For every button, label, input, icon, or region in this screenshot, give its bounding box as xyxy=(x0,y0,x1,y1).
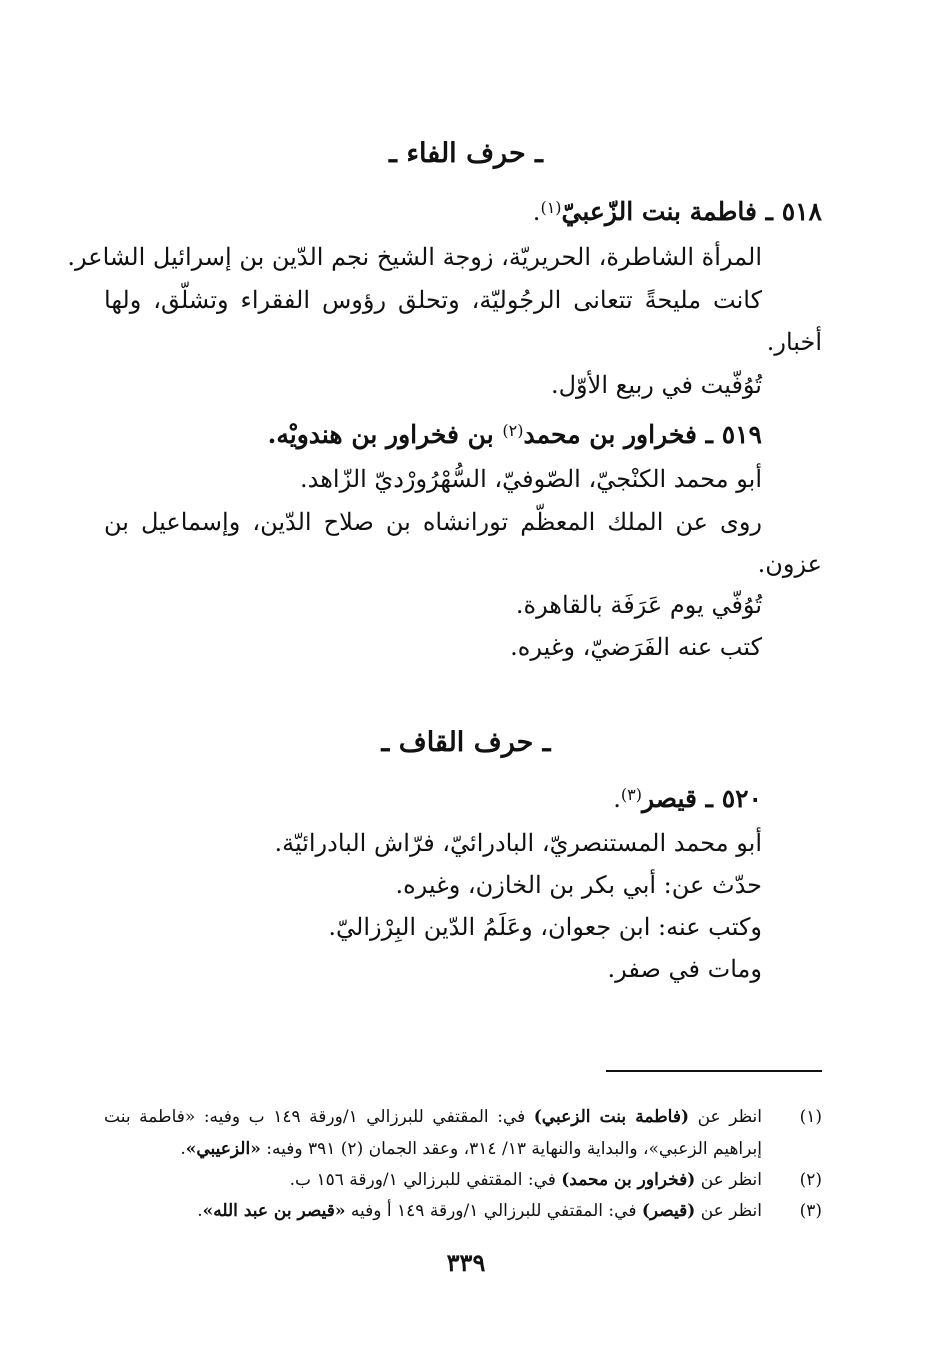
entry-519-line: أبو محمد الكنْجيّ، الصّوفيّ، السُّهْرُورْديّ الزّاهد. xyxy=(300,465,762,493)
footnote-3-number: (٣) xyxy=(799,1201,822,1221)
section-heading-qaf: ـ حرف القاف ـ xyxy=(381,727,551,758)
footnote-1-number: (١) xyxy=(799,1107,822,1127)
footnote-1 xyxy=(104,1104,762,1130)
entry-518-line: أخبار. xyxy=(766,328,822,356)
entry-520-end: . xyxy=(613,785,621,813)
section-heading-fa: ـ حرف الفاء ـ xyxy=(389,138,543,169)
entry-518-line: كانت مليحةً تتعانى الرجُوليّة، وتحلق رؤوس الفقراء وتشلّق، ولها xyxy=(104,286,762,314)
footnote-2 xyxy=(290,1167,762,1193)
entry-519-line: تُوُفّي يوم عَرَفَة بالقاهرة. xyxy=(515,591,762,619)
footnote-3 xyxy=(197,1198,762,1224)
entry-518-line: تُوُفّيت في ربيع الأوّل. xyxy=(550,371,762,399)
footnote-2-pre: انظر عن xyxy=(695,1170,762,1190)
footnote-2-number: (٢) xyxy=(799,1170,822,1190)
footnote-1-post: في: المقتفي للبرزالي ١/ورقة ١٤٩ ب وفيه: «فاطمة بنت xyxy=(104,1107,534,1127)
footnote-3-bold2: «قيصر بن عبد الله» xyxy=(202,1201,346,1221)
entry-519-title xyxy=(268,418,762,452)
footnote-1-bold: (فاطمة بنت الزعبي) xyxy=(533,1107,690,1127)
entry-519-name-rest: بن فخراور بن هندويْه. xyxy=(267,420,503,449)
footnote-ref-3[interactable]: (٣) xyxy=(620,785,642,804)
entry-519-name: ٥١٩ ـ فخراور بن محمد xyxy=(523,420,762,449)
footnote-ref-2[interactable]: (٢) xyxy=(502,421,524,440)
footnote-2-post: في: المقتفي للبرزالي ١/ورقة ١٥٦ ب. xyxy=(289,1170,562,1190)
entry-520-line: حدّث عن: أبي بكر بن الخازن، وغيره. xyxy=(395,871,762,899)
footnote-2-bold: (فخراور بن محمد) xyxy=(561,1170,696,1190)
entry-520-line: وكتب عنه: ابن جعوان، وعَلَمُ الدّين البِرْزاليّ. xyxy=(328,913,762,941)
entry-520-name: ٥٢٠ ـ قيصر xyxy=(642,784,762,813)
entry-519-line: عزون. xyxy=(757,550,822,578)
footnote-1-pre: انظر عن xyxy=(689,1107,763,1127)
entry-518-end: . xyxy=(532,198,541,226)
footnote-3-post2: . xyxy=(197,1201,203,1221)
entry-520-title xyxy=(613,782,762,816)
footnote-3-post: في: المقتفي للبرزالي ١/ورقة ١٤٩ أ وفيه xyxy=(345,1201,642,1221)
entry-520-line: ومات في صفر. xyxy=(607,955,762,983)
page-number: ٣٣٩ xyxy=(446,1248,486,1277)
footnote-1-continued xyxy=(180,1136,762,1162)
footnote-divider xyxy=(606,1070,822,1072)
entry-519-line: كتب عنه الفَرَضيّ، وغيره. xyxy=(510,633,762,661)
entry-518-line: المرأة الشاطرة، الحريريّة، زوجة الشيخ نجم الدّين بن إسرائيل الشاعر. xyxy=(67,243,762,271)
footnote-ref-1[interactable]: (١) xyxy=(540,198,562,217)
footnote-1-cont-post: . xyxy=(180,1139,186,1159)
entry-519-line: روى عن الملك المعظّم تورانشاه بن صلاح الدّين، وإسماعيل بن xyxy=(104,508,762,536)
footnote-3-pre: انظر عن xyxy=(695,1201,762,1221)
footnote-3-bold: (قيصر) xyxy=(641,1201,696,1221)
entry-518-title xyxy=(533,195,822,229)
entry-518-name: ٥١٨ ـ فاطمة بنت الزّعبيّ xyxy=(561,197,822,226)
entry-520-line: أبو محمد المستنصريّ، البادرائيّ، فرّاش البادرائيّة. xyxy=(274,829,762,857)
footnote-1-cont-pre: إبراهيم الزعبي»، والبداية والنهاية ١٣/ ٣١٤، وعقد الجمان (٢) ٣٩١ وفيه: xyxy=(260,1139,762,1159)
footnote-1-cont-bold: «الزعيبي» xyxy=(185,1139,261,1159)
